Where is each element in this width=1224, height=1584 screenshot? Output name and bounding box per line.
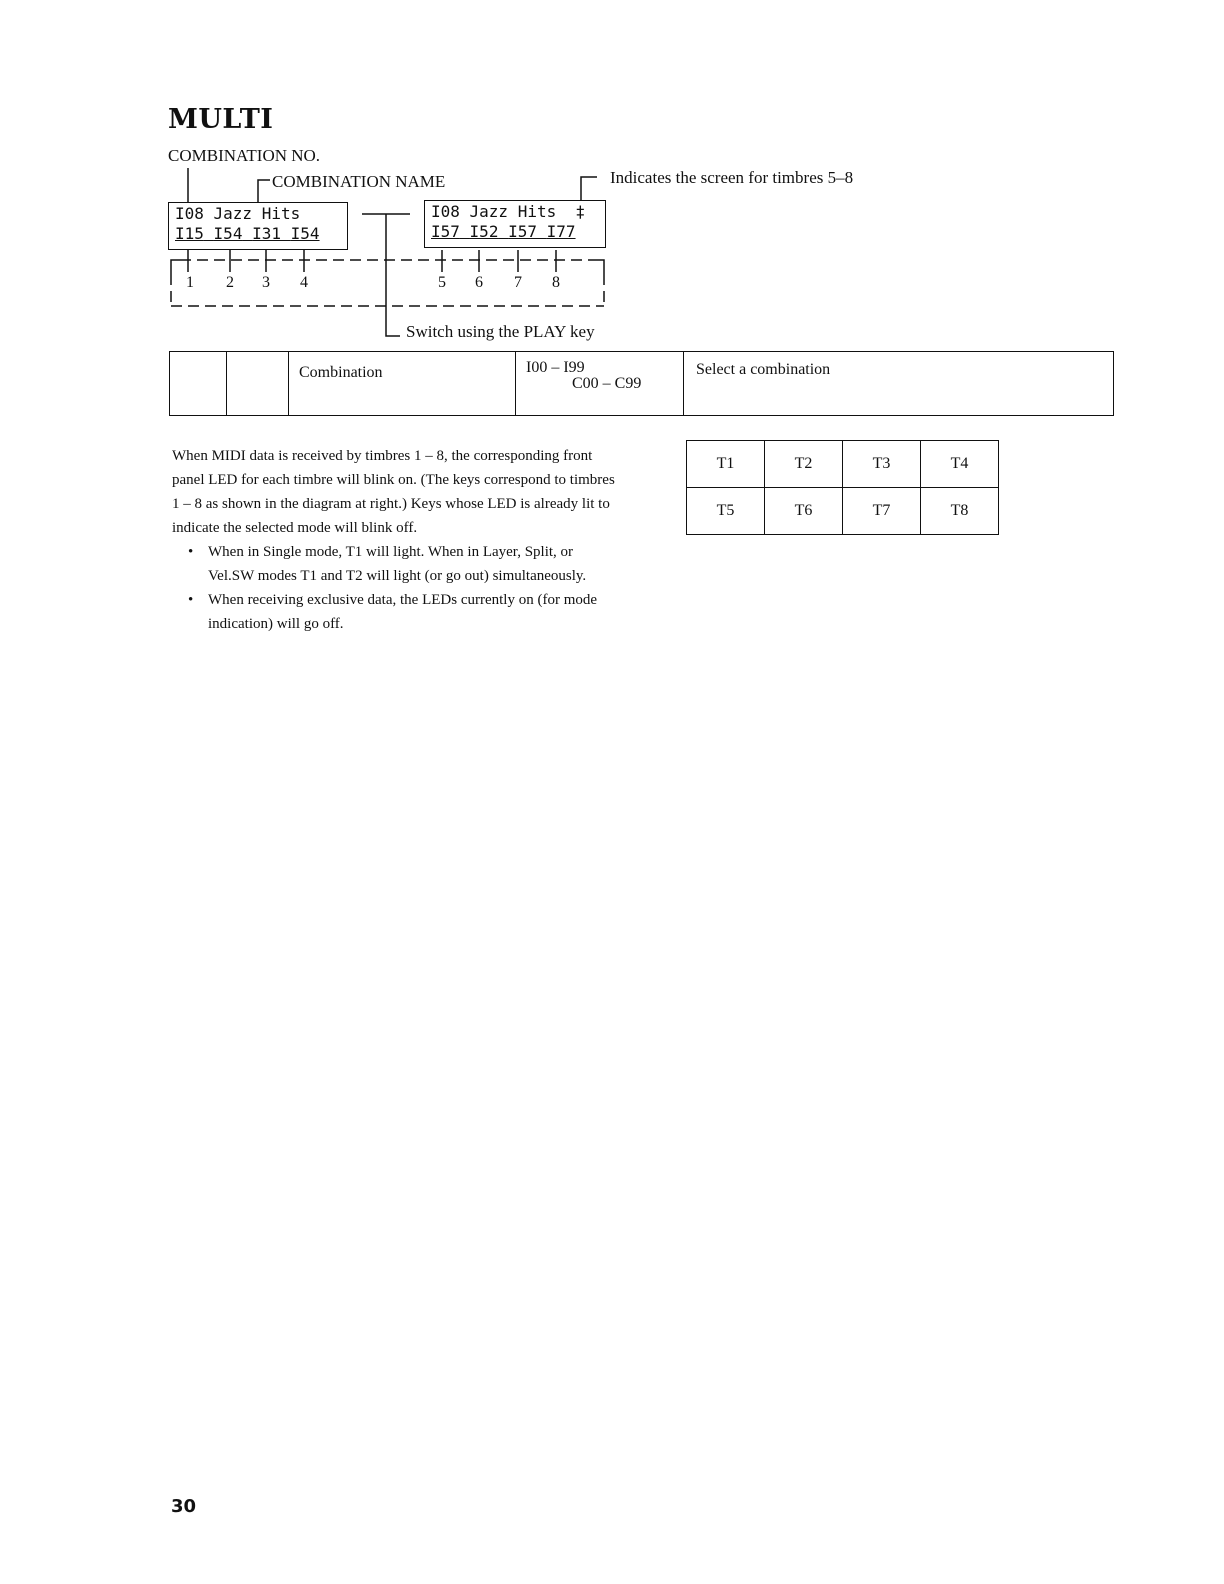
page-heading: MULTI <box>168 104 274 135</box>
timbre-number-6: 6 <box>475 274 483 291</box>
led-cell-t3: T3 <box>843 441 921 488</box>
lcd-timbre-2-value: I54 <box>213 224 243 243</box>
lcd-screen-timbres-5-8 <box>424 200 606 248</box>
timbre-number-7: 7 <box>514 274 522 291</box>
timbre-number-3: 3 <box>262 274 270 291</box>
list-item: • When receiving exclusive data, the LEDs currently on (for mode indication) will go off. <box>208 588 622 636</box>
range-cell <box>516 352 684 416</box>
lcd-timbre-4-value: I54 <box>290 224 320 243</box>
lcd-screen-timbres-1-4 <box>168 202 348 250</box>
table-row <box>687 441 999 488</box>
lcd-timbre-7-value: I57 <box>508 222 537 241</box>
screen-note: Indicates the screen for timbres 5–8 <box>610 168 854 187</box>
combination-name-label: COMBINATION NAME <box>272 172 446 191</box>
led-cell-t6: T6 <box>765 488 843 535</box>
led-cell-t8: T8 <box>921 488 999 535</box>
led-cell-t4: T4 <box>921 441 999 488</box>
lcd-line2 <box>175 224 341 244</box>
range-line-2: C00 – C99 <box>572 375 642 392</box>
parameter-table <box>169 351 1114 416</box>
lcd-timbre-5-value: I57 <box>431 222 460 241</box>
led-cell-t7: T7 <box>843 488 921 535</box>
table-row <box>170 352 1114 416</box>
empty-cell <box>227 352 289 416</box>
lcd-timbre-3-value: I31 <box>252 224 281 243</box>
timbre-number-1: 1 <box>186 274 194 291</box>
bullet-list <box>172 540 622 636</box>
lcd-line1: I08 Jazz Hits <box>175 204 301 223</box>
list-item: • When in Single mode, T1 will light. When in Layer, Split, or Vel.SW modes T1 and T2 will light (or go out) simultaneously. <box>208 540 622 588</box>
timbre-number-4: 4 <box>300 274 308 291</box>
led-key-grid <box>686 440 999 535</box>
timbre-number-2: 2 <box>226 274 234 291</box>
lcd-timbre-8-value: I77 <box>546 222 576 241</box>
range-line-1: I00 – I99 <box>526 359 585 376</box>
timbre-number-5: 5 <box>438 274 446 291</box>
page-number: 30 <box>171 1496 197 1517</box>
parameter-name-cell: Combination <box>289 352 516 416</box>
lcd-timbre-1-value: I15 <box>175 224 204 243</box>
led-cell-t1: T1 <box>687 441 765 488</box>
led-cell-t2: T2 <box>765 441 843 488</box>
combination-no-label: COMBINATION NO. <box>168 146 321 165</box>
empty-cell <box>170 352 227 416</box>
led-cell-t5: T5 <box>687 488 765 535</box>
body-text <box>172 444 622 636</box>
lcd-line2 <box>431 222 599 242</box>
description-cell: Select a combination <box>684 352 1114 416</box>
table-row <box>687 488 999 535</box>
switch-note: Switch using the PLAY key <box>406 322 595 341</box>
timbre-number-8: 8 <box>552 274 560 291</box>
lcd-line1: I08 Jazz Hits ‡ <box>431 202 586 221</box>
body-paragraph: When MIDI data is received by timbres 1 – 8, the corresponding front panel LED for each timbre will blink on. (The keys correspond to timbres 1 – 8 as shown in the diagram at right.) Keys whose LED is already lit to indicate the selected mode will blink off. <box>172 448 615 536</box>
lcd-timbre-6-value: I52 <box>469 222 499 241</box>
